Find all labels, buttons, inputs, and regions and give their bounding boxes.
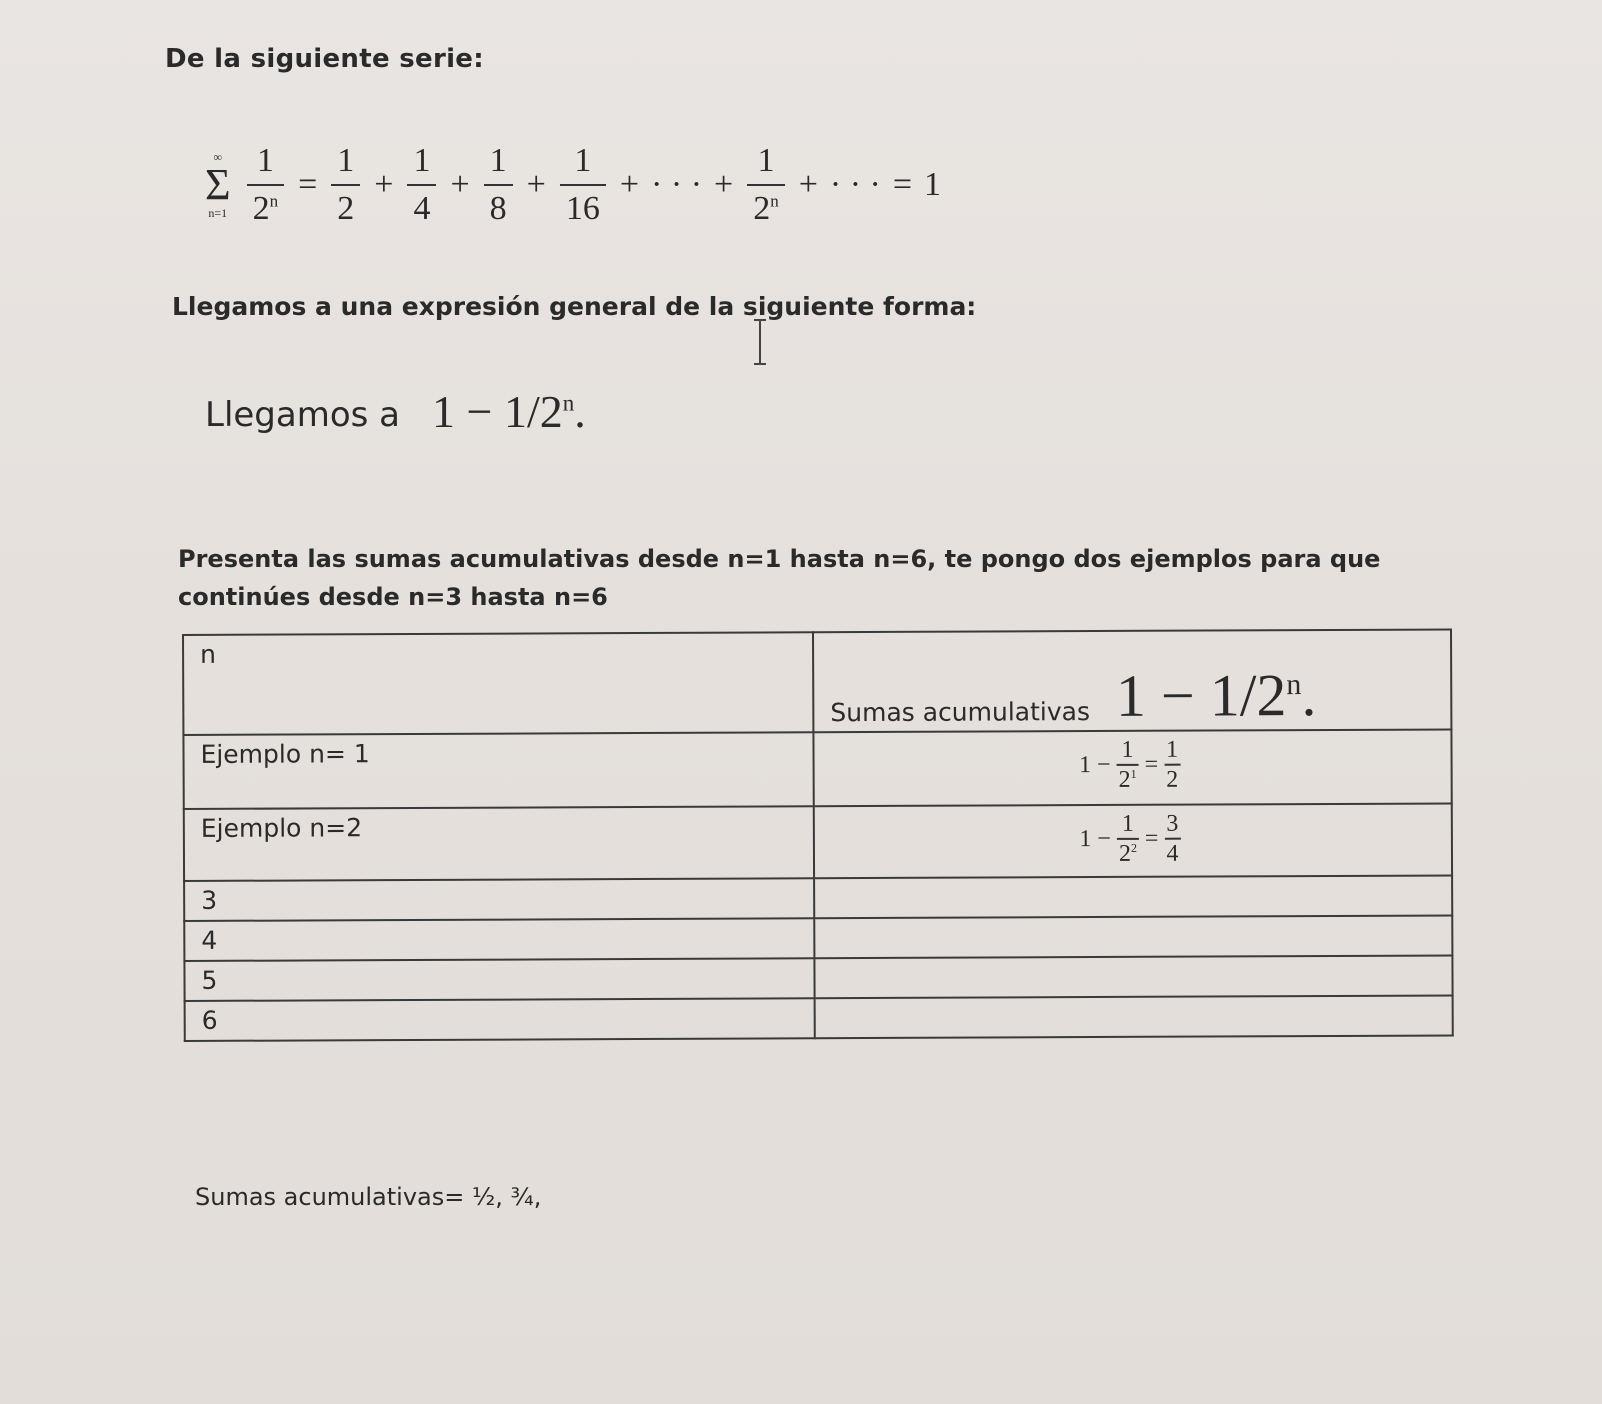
sigma-upper-limit: ∞ xyxy=(213,150,223,164)
table-header-row xyxy=(183,629,1451,735)
plus-sign: + xyxy=(798,166,818,203)
table-row xyxy=(184,915,1452,961)
sigma-lower-limit: n=1 xyxy=(208,206,228,220)
header-sums xyxy=(813,629,1451,732)
plus-sign: + xyxy=(374,166,394,203)
series-term: $\frac{1}{2}$ xyxy=(331,144,360,226)
sigma-glyph: Σ xyxy=(205,160,231,209)
plus-sign: + xyxy=(619,166,640,203)
cumulative-sums-table xyxy=(182,628,1454,1042)
sigma-symbol xyxy=(205,151,231,219)
table-row xyxy=(185,995,1453,1041)
plus-sign: + xyxy=(450,166,470,203)
text-cursor-icon xyxy=(752,318,768,366)
row-sum-cell[interactable] xyxy=(814,803,1452,878)
row-n-cell: 4 xyxy=(184,918,814,961)
equals-sign: = xyxy=(892,166,913,203)
intro-text: De la siguiente serie: xyxy=(165,44,484,74)
ellipsis: · · · xyxy=(651,166,703,203)
example-formula: 1 − $\frac{1}{2^2}$ = $\frac{3}{4}$ xyxy=(1079,810,1179,867)
ellipsis: · · · xyxy=(829,166,881,203)
row-n-cell: 3 xyxy=(184,878,814,921)
llegamos-label: Llegamos a xyxy=(205,395,401,435)
table-row xyxy=(184,875,1452,921)
series-term: $\frac{1}{8}$ xyxy=(484,144,513,226)
series-term: $\frac{1}{2^n}$ xyxy=(247,144,285,226)
series-result: 1 xyxy=(924,166,942,203)
row-n-cell: Ejemplo n=2 xyxy=(184,806,814,881)
table-row xyxy=(184,955,1452,1001)
row-n-cell: 5 xyxy=(184,958,814,1001)
example-formula: 1 − $\frac{1}{2^1}$ = $\frac{1}{2}$ xyxy=(1078,736,1179,793)
row-n-cell: Ejemplo n= 1 xyxy=(183,732,813,809)
header-formula: $1 - 1/2^n$. xyxy=(1115,662,1317,729)
row-sum-cell[interactable] xyxy=(814,955,1452,998)
row-sum-cell[interactable] xyxy=(813,729,1451,806)
general-formula: $1 - 1/2^n$. xyxy=(432,386,586,437)
sumas-acumulativas-text: Sumas acumulativas= ½, ¾, xyxy=(195,1183,542,1211)
series-term: $\frac{1}{4}$ xyxy=(407,144,436,226)
plus-sign: + xyxy=(714,166,734,203)
series-term: $\frac{1}{2^n}$ xyxy=(747,144,785,226)
series-term: $\frac{1}{16}$ xyxy=(560,144,606,226)
table-row xyxy=(183,729,1451,809)
row-sum-cell[interactable] xyxy=(814,875,1452,918)
table-row xyxy=(184,803,1452,881)
equals-sign: = xyxy=(298,166,318,203)
header-n: n xyxy=(183,632,813,735)
row-n-cell: 6 xyxy=(185,998,815,1041)
instructions-text: Presenta las sumas acumulativas desde n=1 hasta n=6, te pongo dos ejemplos para que continúes desde n=3 hasta n=6 xyxy=(178,545,1381,611)
series-formula xyxy=(205,130,947,240)
row-sum-cell[interactable] xyxy=(815,995,1453,1038)
row-sum-cell[interactable] xyxy=(814,915,1452,958)
header-sums-label: Sumas acumulativas xyxy=(830,697,1091,728)
plus-sign: + xyxy=(526,166,546,203)
general-expression-text: Llegamos a una expresión general de la siguiente forma: xyxy=(172,292,977,321)
